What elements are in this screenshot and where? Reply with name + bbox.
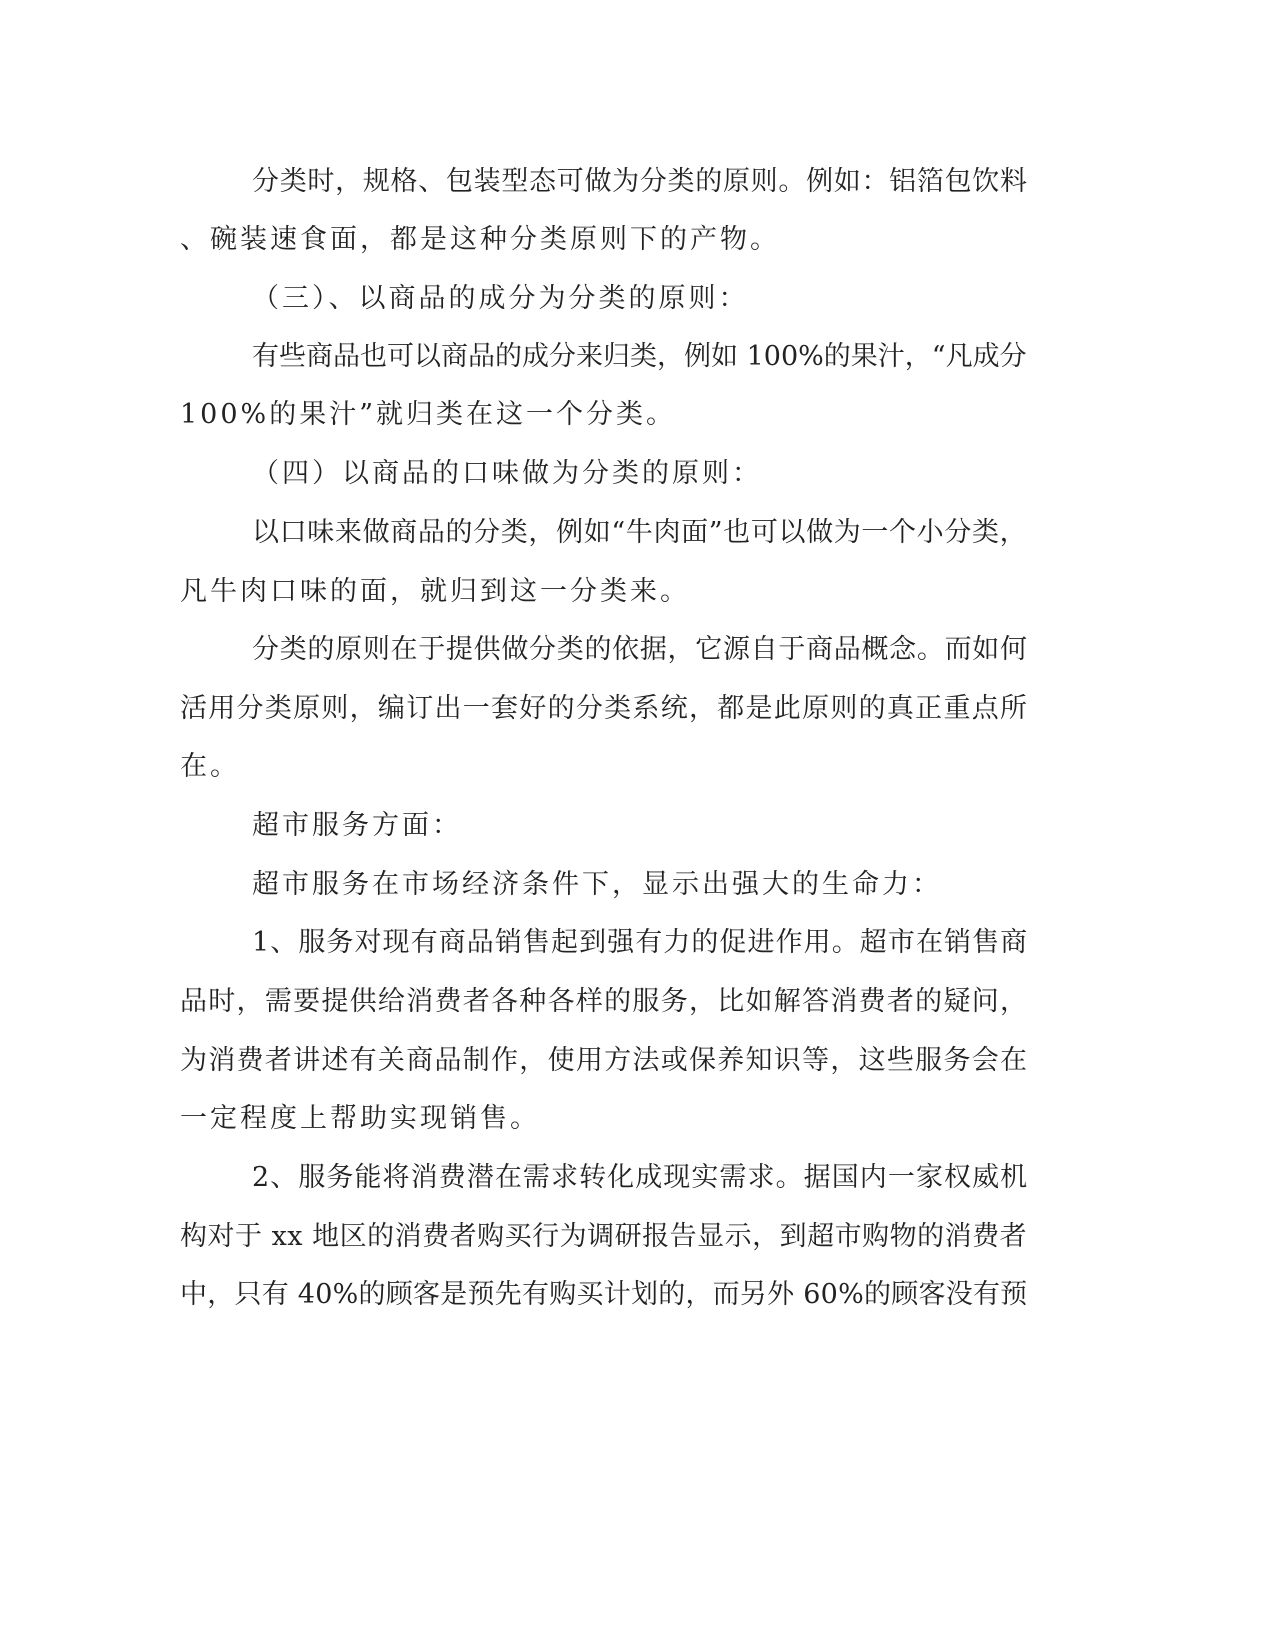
text-line: 、碗装速食面，都是这种分类原则下的产物。 <box>180 224 780 255</box>
text-line: 有些商品也可以商品的成分来归类，例如 100%的果汁，“凡成分 <box>252 341 1027 372</box>
text-line: 分类的原则在于提供做分类的依据，它源自于商品概念。而如何 <box>252 634 1028 665</box>
text-line: 构对于 xx 地区的消费者购买行为调研报告显示，到超市购物的消费者 <box>180 1221 1028 1252</box>
text-line: 超市服务在市场经济条件下，显示出强大的生命力： <box>252 869 942 900</box>
text-line: 以口味来做商品的分类，例如“牛肉面”也可以做为一个小分类， <box>252 517 1028 548</box>
text-line: 2、服务能将消费潜在需求转化成现实需求。据国内一家权威机 <box>252 1162 1029 1193</box>
text-line: 中，只有 40%的顾客是预先有购买计划的，而另外 60%的顾客没有预 <box>180 1279 1028 1310</box>
text-line: 凡牛肉口味的面，就归到这一分类来。 <box>180 576 690 607</box>
text-line: 活用分类原则，编订出一套好的分类系统，都是此原则的真正重点所 <box>180 693 1029 724</box>
section-heading: （三）、以商品的成分为分类的原则： <box>252 283 749 314</box>
text-line: 1、服务对现有商品销售起到强有力的促进作用。超市在销售商 <box>252 927 1029 958</box>
section-heading: 超市服务方面： <box>252 810 462 841</box>
text-line: 在。 <box>180 751 240 782</box>
text-line: 为消费者讲述有关商品制作，使用方法或保养知识等，这些服务会在 <box>180 1045 1029 1076</box>
text-line: 100%的果汁”就归类在这一个分类。 <box>180 399 676 430</box>
section-heading: （四）以商品的口味做为分类的原则： <box>252 458 762 489</box>
text-line: 品时，需要提供给消费者各种各样的服务，比如解答消费者的疑问， <box>180 986 1029 1017</box>
text-line: 分类时，规格、包装型态可做为分类的原则。例如：铝箔包饮料 <box>252 166 1028 197</box>
text-line: 一定程度上帮助实现销售。 <box>180 1103 540 1134</box>
